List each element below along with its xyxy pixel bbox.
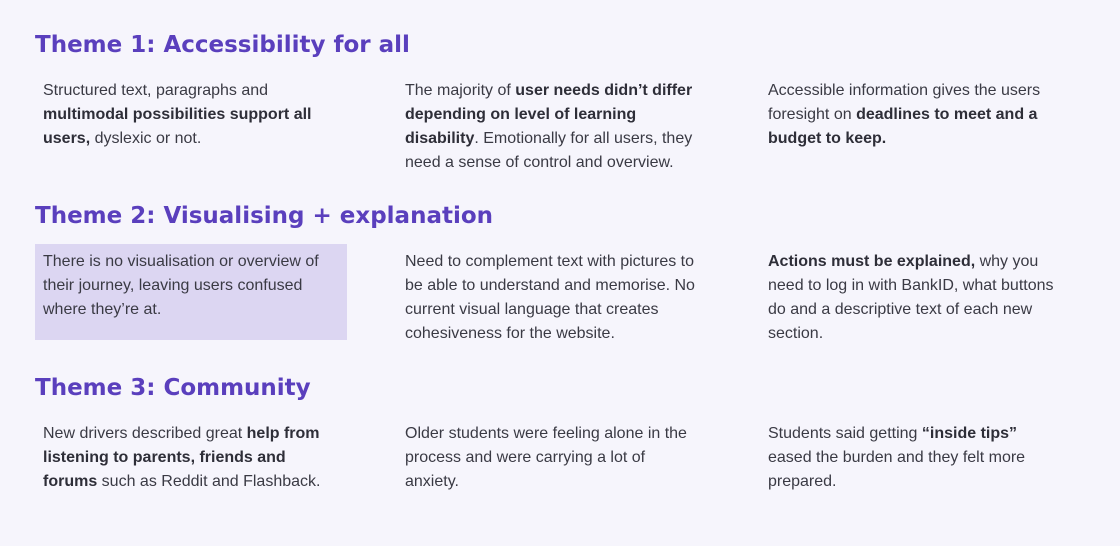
theme-1-title: Theme 1: Accessibility for all [35,32,410,58]
finding-text: Actions must be explained, why you need to log in with BankID, what buttons do and a descriptive text of each new section. [768,253,1054,342]
theme-3-finding-3 [768,422,1064,494]
theme-2-finding-2 [405,250,701,346]
finding-text: Students said getting “inside tips” eased the burden and they felt more prepared. [768,425,1026,490]
theme-1-finding-2 [405,79,701,175]
theme-3-finding-1 [43,422,339,494]
theme-3-finding-2 [405,422,701,494]
finding-text: Older students were feeling alone in the process and were carrying a lot of anxiety. [405,425,687,490]
theme-2-finding-1-highlighted [35,244,347,340]
theme-1-finding-3 [768,79,1064,151]
theme-2-finding-3 [768,250,1064,346]
finding-text: Structured text, paragraphs and multimodal possibilities support all users, dyslexic or not. [43,82,312,147]
finding-text: New drivers described great help from listening to parents, friends and forums such as Reddit and Flashback. [43,425,321,490]
finding-text: Accessible information gives the users foresight on deadlines to meet and a budget to keep. [768,82,1041,147]
theme-3-title: Theme 3: Community [35,375,311,401]
finding-text: The majority of user needs didn’t differ depending on level of learning disability. Emotionally for all users, they need a sense of control and overview. [405,82,693,171]
finding-text: Need to complement text with pictures to be able to understand and memorise. No current visual language that creates cohesiveness for the website. [405,253,695,342]
theme-1-finding-1 [43,79,339,151]
finding-text: There is no visualisation or overview of their journey, leaving users confused where they’re at. [43,253,319,318]
theme-2-title: Theme 2: Visualising + explanation [35,203,494,229]
